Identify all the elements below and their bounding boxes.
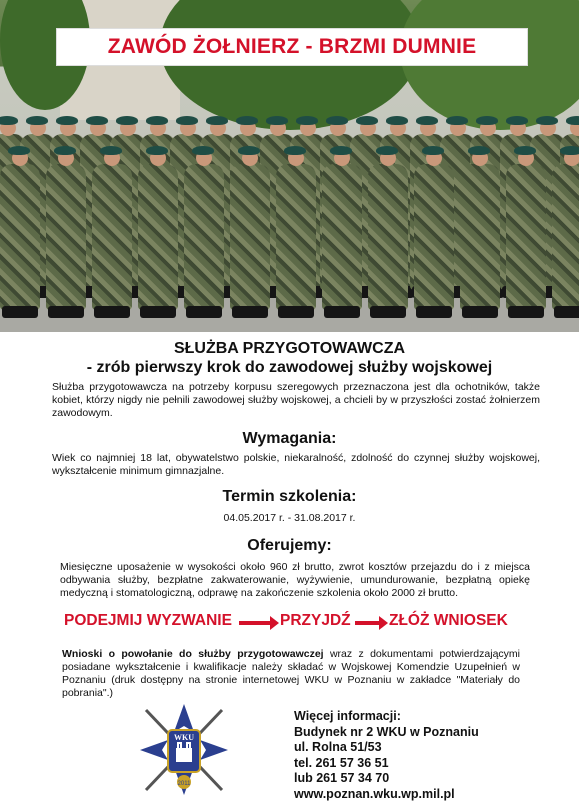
boots [186,306,222,318]
boots [140,306,176,318]
wku-emblem [138,702,230,797]
slogan-step-2: PRZYJDŹ [280,612,351,629]
beret [376,146,398,155]
soldier [230,164,270,310]
soldier [322,164,362,310]
soldier [46,164,86,310]
boots [48,306,84,318]
offer-heading: Oferujemy: [247,537,332,554]
requirements-heading: Wymagania: [242,430,337,447]
boots [508,306,544,318]
soldier [368,164,408,310]
boots [94,306,130,318]
slogan [0,612,579,634]
section-title: SŁUŻBA PRZYGOTOWAWCZA [173,340,406,357]
soldier [414,164,454,310]
beret [446,116,468,125]
beret [514,146,536,155]
beret [56,116,78,125]
soldier [460,164,500,310]
requirements-text: Wiek co najmniej 18 lat, obywatelstwo polskie, niekaralność, zdolność do czynnej służby wojskowej, wykształcenie minimum gimnazjalne. [52,452,540,477]
emblem-label: WKU [174,733,194,742]
soldier [506,164,546,310]
training-dates: 04.05.2017 r. - 31.08.2017 r. [223,512,356,524]
beret [176,116,198,125]
application-note [62,648,520,700]
poster-title-box [56,28,528,66]
beret [296,116,318,125]
soldier [276,164,316,310]
section-subtitle: - zrób pierwszy krok do zawodowej służby wojskowej [86,359,493,376]
slogan-step-3: ZŁÓŻ WNIOSEK [389,612,508,629]
beret [266,116,288,125]
contact-website[interactable]: www.poznan.wku.wp.mil.pl [294,786,455,801]
beret [330,146,352,155]
beret [422,146,444,155]
beret [116,116,138,125]
beret [560,146,579,155]
application-note-bold: Wnioski o powołanie do służby przygotowawczej [62,648,324,660]
soldier [552,164,579,310]
beret [468,146,490,155]
boots [232,306,268,318]
beret [476,116,498,125]
arrow-right-icon [355,621,380,625]
training-heading: Termin szkolenia: [222,488,357,505]
beret [146,116,168,125]
beret [146,146,168,155]
soldier [138,164,178,310]
beret [284,146,306,155]
soldier [92,164,132,310]
boots [324,306,360,318]
arrow-right-icon [239,621,271,625]
contact-address: ul. Rolna 51/53 [294,740,382,755]
intro-paragraph: Służba przygotowawcza na potrzeby korpusu szeregowych przeznaczona jest dla ochotników, także kobiet, którzy nigdy nie pełnili zawodowej służby wojskowej, a chcieli by w przyszłości zostać żołnierzem zawodowym. [52,381,540,419]
boots [554,306,579,318]
contact-phone-2: lub 261 57 34 70 [294,771,390,786]
beret [100,146,122,155]
beret [192,146,214,155]
beret [536,116,558,125]
boots [370,306,406,318]
contact-phone-1: tel. 261 57 36 51 [294,755,389,770]
soldier [184,164,224,310]
beret [206,116,228,125]
offer-text: Miesięczne uposażenie w wysokości około 960 zł brutto, zwrot kosztów przejazdu do i z miejsca odbywania służby, bezpłatne zakwaterowanie, wyżywienie, umundurowanie, bezpłatną opiekę medyczną i stomatologiczną, odprawę na zakończenie szkolenia około 2000 zł brutto. [60,561,530,599]
beret [238,146,260,155]
emblem-year: 2011 [177,781,191,787]
contact-building: Budynek nr 2 WKU w Poznaniu [294,724,479,739]
boots [416,306,452,318]
beret [356,116,378,125]
beret [326,116,348,125]
beret [566,116,579,125]
application-note-text: wraz z dokumentami potwierdzającymi posiadane wykształcenie i kwalifikacje należy składać w Wojskowej Komendzie Uzupełnień w Poznaniu (druk dostępny na stronie internetowej WKU w Poznaniu w zakładce "Materiały do pobrania".) [62,648,520,699]
beret [236,116,258,125]
slogan-step-1: PODEJMIJ WYZWANIE [64,612,232,629]
beret [86,116,108,125]
beret [8,146,30,155]
beret [54,146,76,155]
boots [278,306,314,318]
boots [2,306,38,318]
beret [506,116,528,125]
beret [0,116,18,125]
contact-heading: Więcej informacji: [294,709,401,723]
soldier [0,164,40,310]
beret [416,116,438,125]
beret [386,116,408,125]
beret [26,116,48,125]
boots [462,306,498,318]
contact-block [294,709,479,803]
poster-title: ZAWÓD ŻOŁNIERZ - BRZMI DUMNIE [107,35,477,58]
